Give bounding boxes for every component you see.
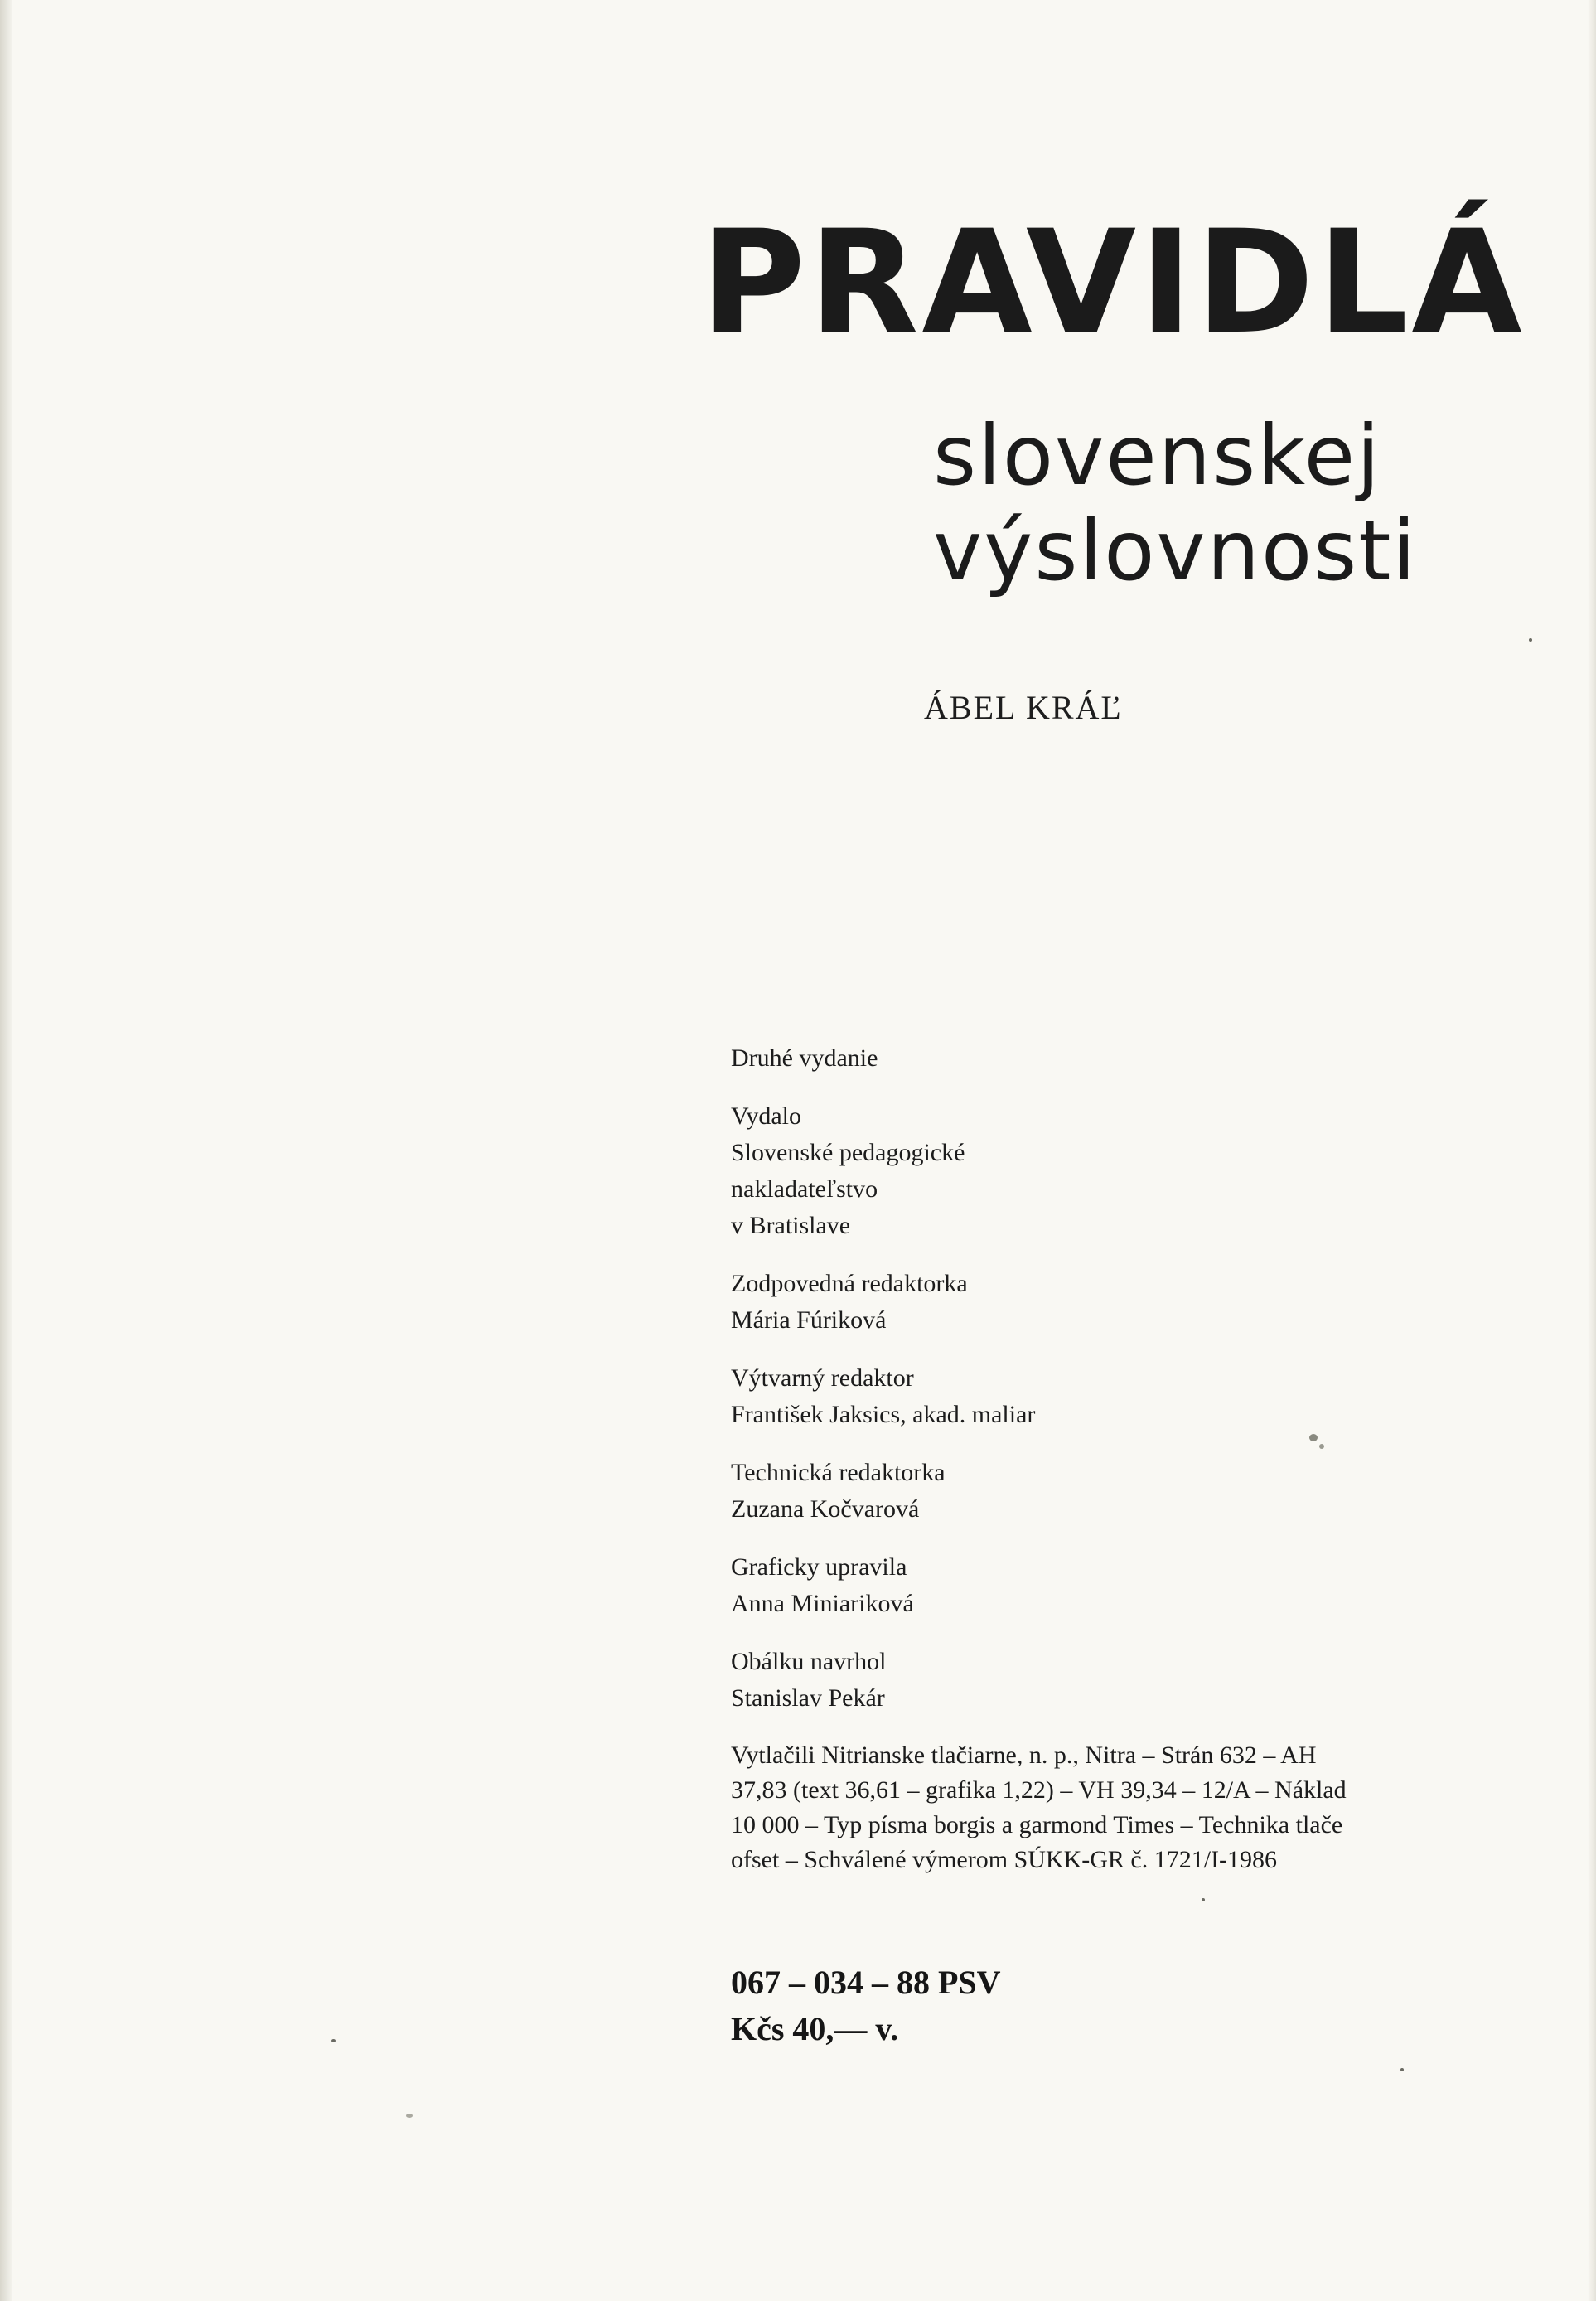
credit-role: Graficky upravila [731,1553,907,1581]
paper-speck [1319,1444,1324,1449]
publisher-line: nakladateľstvo [731,1175,878,1203]
paper-speck [1309,1434,1318,1441]
printer-line: 37,83 (text 36,61 – grafika 1,22) – VH 39,34 – 12/A – Náklad [731,1776,1347,1804]
page-right-edge [1588,0,1596,2301]
book-subtitle-line-2: výslovnosti [933,502,1418,599]
credit-name: Mária Fúriková [731,1306,887,1334]
graphic-design-block [731,1549,1502,1622]
printer-line: 10 000 – Typ písma borgis a garmond Times – Technika tlače [731,1811,1343,1838]
book-subtitle-line-1: slovenskej [933,407,1381,504]
credit-name: František Jaksics, akad. maliar [731,1401,1036,1428]
responsible-editor-block [731,1266,1502,1339]
colophon [731,1040,1502,1899]
credit-name: Stanislav Pekár [731,1684,885,1712]
paper-speck [331,2039,336,2042]
publisher-block [731,1098,1502,1244]
author-name: ÁBEL KRÁĽ [924,689,1123,726]
price-text: Kčs 40,— v. [731,2010,899,2047]
credit-name: Anna Miniariková [731,1590,914,1617]
printer-line: Vytlačili Nitrianske tlačiarne, n. p., Nitra – Strán 632 – AH [731,1741,1317,1769]
credit-role: Obálku navrhol [731,1648,887,1675]
printer-line: ofset – Schválené výmerom SÚKK-GR č. 1721/I-1986 [731,1846,1278,1873]
credit-role: Zodpovedná redaktorka [731,1270,968,1297]
book-title-main: PRAVIDLÁ [701,199,1526,366]
page-spine-edge [0,0,12,2301]
credit-role: Výtvarný redaktor [731,1364,914,1392]
publisher-line: Slovenské pedagogické [731,1139,965,1166]
paper-speck [1202,1898,1205,1901]
catalog-code: 067 – 034 – 88 PSV [731,1964,1001,2001]
printer-block [731,1738,1502,1877]
paper-speck [1529,638,1532,642]
art-editor-block [731,1360,1502,1433]
technical-editor-block [731,1455,1502,1528]
publisher-line: v Bratislave [731,1212,851,1239]
credit-name: Zuzana Kočvarová [731,1495,920,1523]
edition-block [731,1040,1502,1077]
paper-speck [1400,2068,1404,2071]
credit-role: Technická redaktorka [731,1459,946,1486]
edition-text: Druhé vydanie [731,1044,878,1072]
paper-speck [406,2114,413,2118]
catalog-price-block [731,1959,1001,2052]
publisher-line: Vydalo [731,1102,801,1130]
cover-design-block [731,1644,1502,1717]
